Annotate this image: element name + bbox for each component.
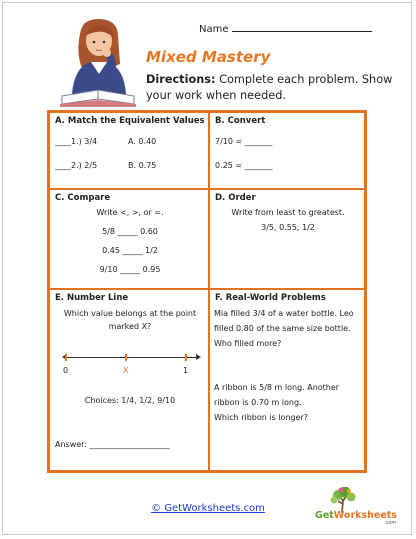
getworksheets-logo xyxy=(312,487,404,527)
section-c-q3: 9/10 _____ 0.95 xyxy=(99,265,161,274)
section-d-values: 3/5, 0.55, 1/2 xyxy=(261,223,315,232)
section-e-choices: Choices: 1/4, 1/2, 9/10 xyxy=(84,396,176,405)
section-a-q2: ____2.) 2/5 xyxy=(55,161,98,170)
number-line-tick-x xyxy=(125,354,127,361)
section-e xyxy=(49,289,209,471)
section-a xyxy=(49,112,209,189)
number-line-label-x: X xyxy=(123,366,129,375)
section-f-p2-line2: ribbon is 0.70 m long. xyxy=(214,398,302,407)
name-field[interactable] xyxy=(199,22,372,35)
section-f-p2-line3: Which ribbon is longer? xyxy=(214,413,309,422)
section-b xyxy=(209,112,365,189)
section-a-q1: ____1.) 3/4 xyxy=(55,137,98,146)
number-line-tick-0 xyxy=(65,354,67,361)
section-c-q1: 5/8 _____ 0.60 xyxy=(102,227,158,236)
number-line-label-0: 0 xyxy=(63,366,69,375)
section-f-title: F. Real-World Problems xyxy=(215,293,326,303)
section-d-title: D. Order xyxy=(215,193,256,203)
directions-text: Complete each problem. Show your work when needed. xyxy=(146,73,393,102)
section-b-title: B. Convert xyxy=(215,116,266,126)
section-e-question-line1: Which value belongs at the point xyxy=(63,309,197,318)
section-d-instruction: Write from least to greatest. xyxy=(231,208,345,217)
girl-reading-illustration xyxy=(58,16,143,108)
section-f-p1-line2: filled 0.80 of the same size bottle. xyxy=(214,324,351,333)
footer-link[interactable]: © GetWorksheets.com xyxy=(151,503,265,514)
name-label: Name xyxy=(199,24,229,35)
section-f-p2-line1: A ribbon is 5/8 m long. Another xyxy=(214,383,340,392)
number-line-tick-1 xyxy=(185,354,187,361)
section-b-q2: 0.25 = _______ xyxy=(215,161,273,170)
number-line-right-arrow-icon xyxy=(196,354,201,360)
logo-suffix: .com xyxy=(384,520,397,526)
section-e-question-line2: marked X? xyxy=(108,322,152,331)
logo-text-worksheets: Worksheets xyxy=(333,510,397,521)
section-a-title: A. Match the Equivalent Values xyxy=(55,116,205,126)
section-c-q2: 0.45 _____ 1/2 xyxy=(102,246,158,255)
directions xyxy=(146,72,396,104)
directions-label: Directions: xyxy=(146,73,216,86)
logo-text-get: Get xyxy=(315,510,334,521)
section-d xyxy=(209,189,365,289)
number-line-label-1: 1 xyxy=(183,366,189,375)
section-f-p1-line1: Mia filled 3/4 of a water bottle. Leo xyxy=(214,309,354,318)
section-f-p1-line3: Who filled more? xyxy=(214,339,282,348)
number-line xyxy=(66,357,196,358)
section-b-q1: 7/10 = _______ xyxy=(215,137,273,146)
worksheet-title: Mixed Mastery xyxy=(146,48,271,66)
name-blank[interactable] xyxy=(232,22,372,32)
section-a-option-a: A. 0.40 xyxy=(128,137,157,146)
section-c xyxy=(49,189,209,289)
problem-grid xyxy=(47,110,367,473)
section-f xyxy=(209,289,365,471)
section-c-title: C. Compare xyxy=(55,193,111,203)
section-e-title: E. Number Line xyxy=(55,293,129,303)
section-a-option-b: B. 0.75 xyxy=(128,161,157,170)
section-e-answer[interactable]: Answer: ____________________ xyxy=(55,440,170,449)
section-c-instruction: Write <, >, or =. xyxy=(96,208,164,217)
